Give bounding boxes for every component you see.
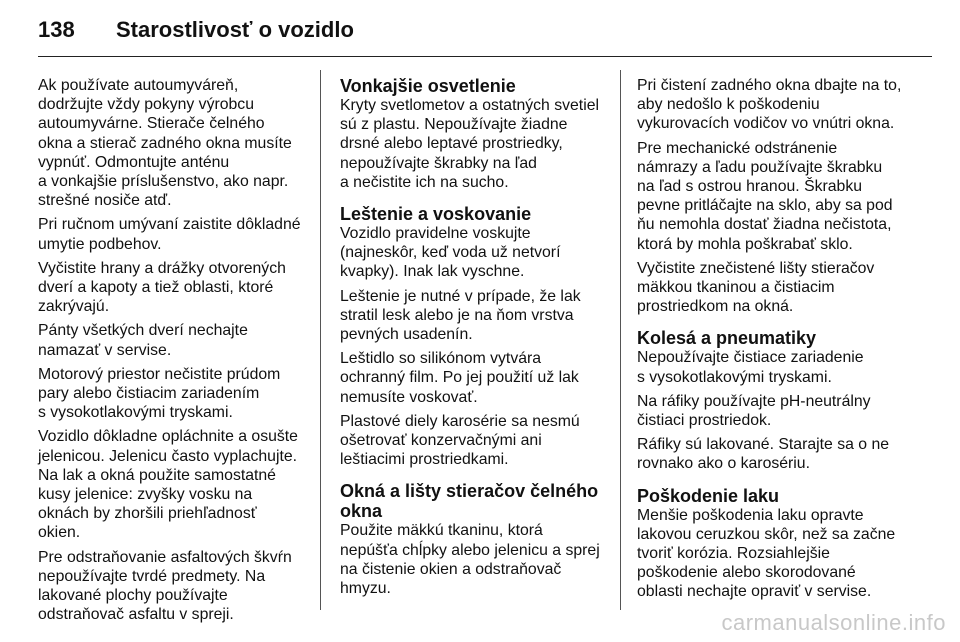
paragraph: Pre odstraňovanie asfaltových škvŕn nepoužívajte tvrdé predmety. Na lakované plochy používajte odstraňovač asfaltu v spreji. xyxy=(38,548,292,624)
column-right xyxy=(637,76,907,607)
page-title: Starostlivosť o vozidlo xyxy=(116,17,354,42)
paragraph: Pri čistení zadného okna dbajte na to, aby nedošlo k poškodeniu vykurovacích vodičov vo vnútri okna. xyxy=(637,77,902,133)
paragraph: Pánty všetkých dverí nechajte namazať v servise. xyxy=(38,322,248,359)
section-heading-exterior-lights: Vonkajšie osvetlenie xyxy=(340,76,516,96)
page-header xyxy=(38,16,932,57)
paragraph: Plastové diely karosérie sa nesmú ošetrovať konzervačnými ani leštiacimi prostriedkami. xyxy=(340,412,580,469)
paragraph: Vozidlo pravidelne voskujte (najneskôr, keď voda už netvorí kvapky). Inak lak vyschne. xyxy=(340,225,561,281)
paragraph: Použite mäkkú tkaninu, ktorá nepúšťa chĺpky alebo jelenicu a sprej na čistenie okien a odstraňovač hmyzu. xyxy=(340,522,600,598)
paragraph: Motorový priestor nečistite prúdom pary alebo čistiacim zariadením s vysokotlakovými tryskami. xyxy=(38,365,281,422)
paragraph: Menšie poškodenia laku opravte lakovou ceruzkou skôr, než sa začne tvoriť korózia. Rozsiahlejšie poškodenie alebo skorodované oblasti nechajte opraviť v servise. xyxy=(637,506,896,601)
paragraph: Ráfiky sú lakované. Starajte sa o ne rovnako ako o karosériu. xyxy=(637,436,890,473)
paragraph: Nepoužívajte čistiace zariadenie s vysokotlakovými tryskami. xyxy=(637,349,864,386)
section-heading-wheels-tyres: Kolesá a pneumatiky xyxy=(637,328,817,349)
paragraph: Leštenie je nutné v prípade, že lak stratil lesk alebo je na ňom vrstva pevných usadenín. xyxy=(340,287,581,344)
column-middle xyxy=(340,76,605,603)
section-heading-paint-damage: Poškodenie laku xyxy=(637,485,780,506)
watermark: carmanualsonline.info xyxy=(721,610,946,635)
paragraph: Kryty svetlometov a ostatných svetiel sú z plastu. Nepoužívajte žiadne drsné alebo leptavé prostriedky, nepoužívajte škrabky na ľad a nečistite ich na sucho. xyxy=(340,97,599,191)
paragraph: Leštidlo so silikónom vytvára ochranný film. Po jej použití už lak nemusíte voskovať. xyxy=(340,350,579,406)
column-divider xyxy=(320,70,321,610)
paragraph: Na ráfiky používajte pH-neutrálny čistiaci prostriedok. xyxy=(637,392,871,430)
paragraph: Vozidlo dôkladne opláchnite a osušte jelenicou. Jelenicu často vyplachujte. Na lak a okná použite samostatné kusy jelenice: zvyšky vosku na oknách by zhoršili priehľadnosť okien. xyxy=(38,428,298,542)
paragraph: Ak používate autoumyváreň, dodržujte vždy pokyny výrobcu autoumyvárne. Stierače čelného okna a stierač zadného okna musíte vypnúť. Odmontujte anténu a vonkajšie príslušenstvo, ako napr. strešné nosiče atď. xyxy=(38,77,292,210)
section-heading-windows-wipers: Okná a lišty stieračov čelného okna xyxy=(340,481,599,522)
column-divider xyxy=(620,70,621,610)
paragraph: Pre mechanické odstránenie námrazy a ľadu používajte škrabku na ľad s ostrou hranou. Škrabku pevne pritláčajte na sklo, aby sa pod ňu nemohla dostať žiadna nečistota, ktorá by mohla poškrabať sklo. xyxy=(637,139,893,253)
paragraph: Vyčistite znečistené lišty stieračov mäkkou tkaninou a čistiacim prostriedkom na okná. xyxy=(637,259,875,316)
section-heading-polishing: Leštenie a voskovanie xyxy=(340,204,532,225)
page-number: 138 xyxy=(38,17,75,42)
paragraph: Pri ručnom umývaní zaistite dôkladné umytie podbehov. xyxy=(38,216,301,253)
paragraph: Vyčistite hrany a drážky otvorených dverí a kapoty a tiež oblasti, ktoré zakrývajú. xyxy=(38,259,286,316)
column-left xyxy=(38,76,306,629)
